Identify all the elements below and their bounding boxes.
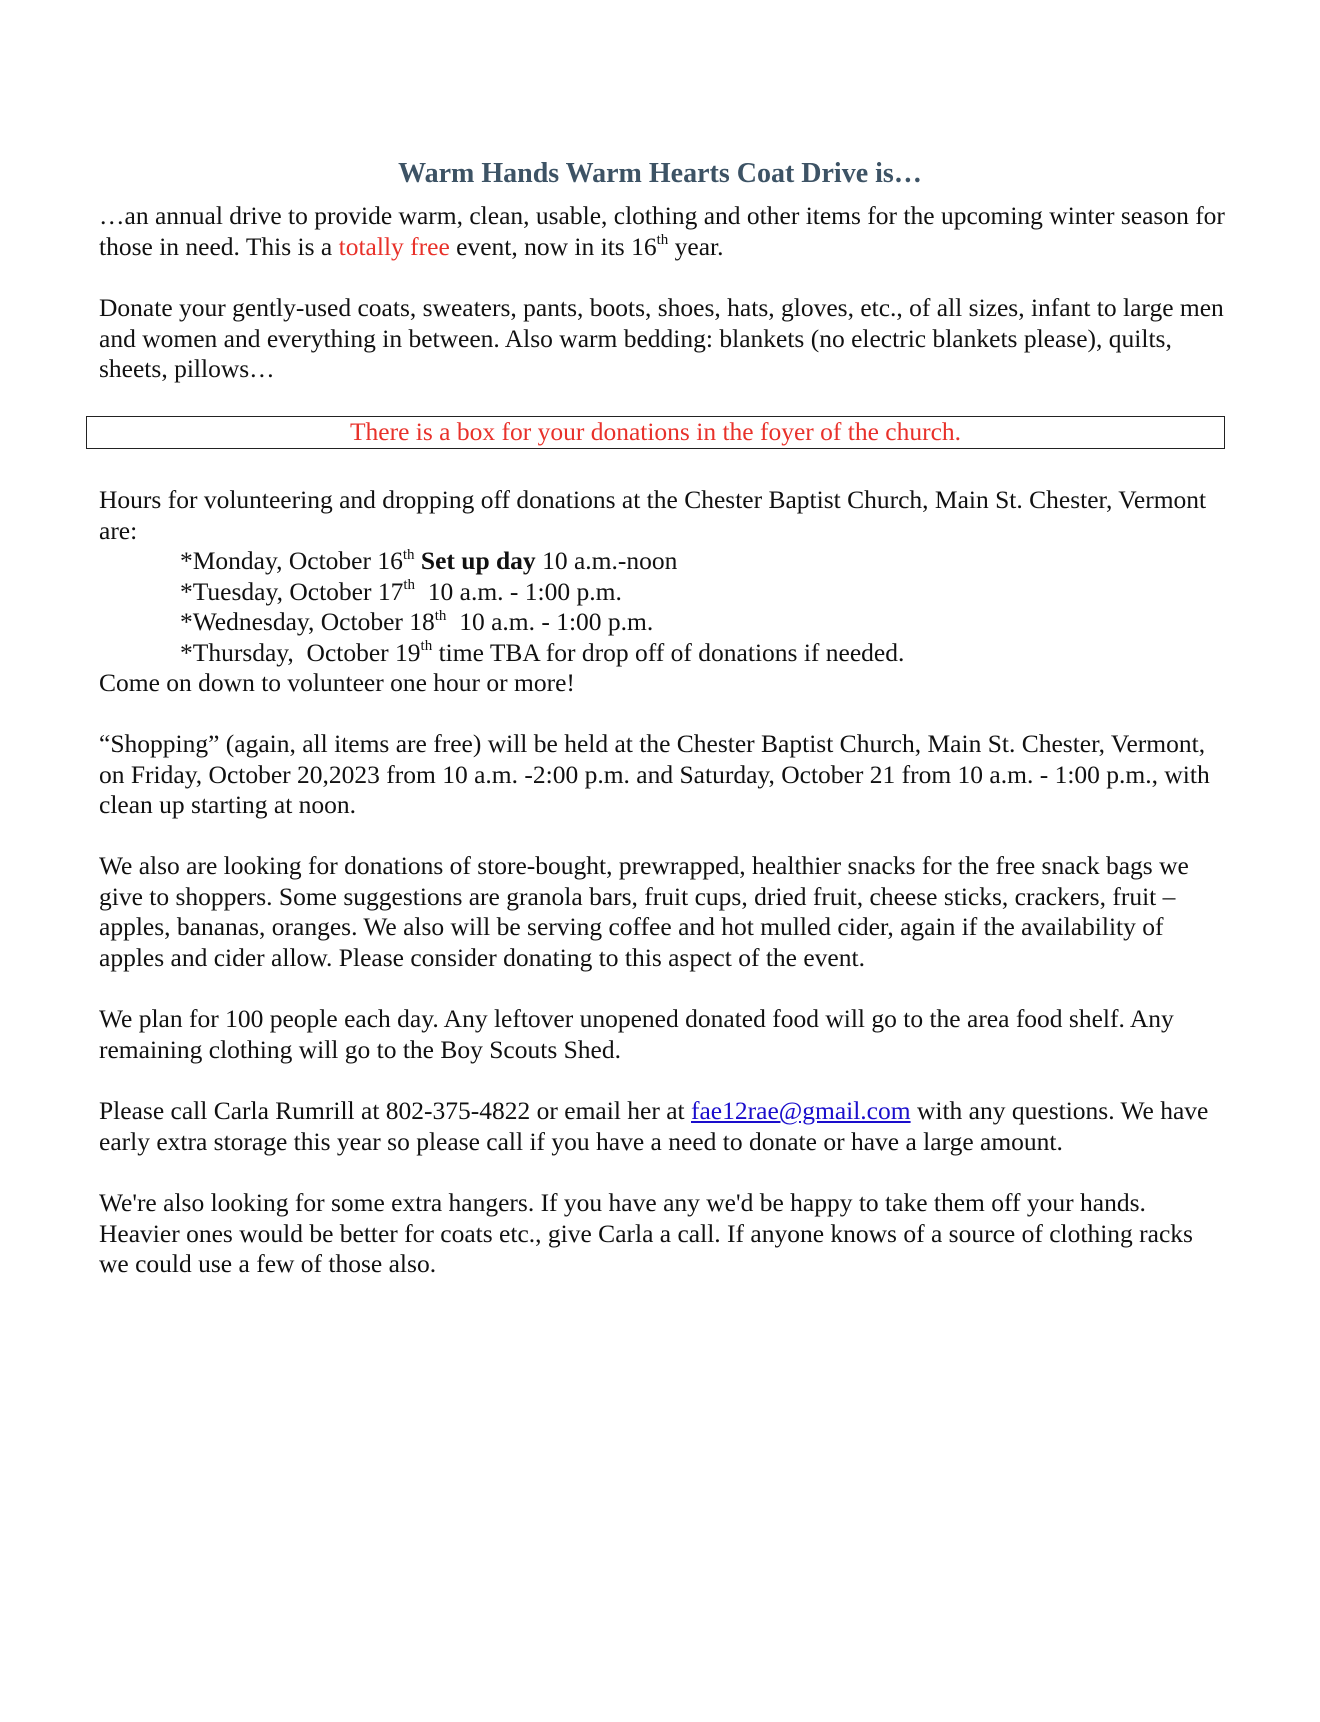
intro-paragraph: [99, 201, 1229, 262]
snacks-paragraph: We also are looking for donations of store-bought, prewrapped, healthier snacks for the free snack bags we give to shoppers. Some suggestions are granola bars, fruit cups, dried fruit, cheese sticks, crackers, fruit – apples, bananas, oranges. We also will be serving coffee and hot mulled cider, again if the availability of apples and cider allow. Please consider donating to this aspect of the event.: [99, 851, 1189, 972]
schedule-item-monday: *Monday, October 16th Set up day 10 a.m.-noon: [180, 546, 678, 575]
donate-paragraph: Donate your gently-used coats, sweaters, pants, boots, shoes, hats, gloves, etc., of all sizes, infant to large men and women and everything in between. Also warm bedding: blankets (no electric blankets please), quilts, sheets, pillows…: [99, 293, 1224, 383]
totally-free-highlight: totally free: [338, 231, 450, 261]
email-link[interactable]: fae12rae@gmail.com: [691, 1096, 911, 1125]
shopping-paragraph: “Shopping” (again, all items are free) will be held at the Chester Baptist Church, Main St. Chester, Vermont, on Friday, October 20,2023 from 10 a.m. -2:00 p.m. and Saturday, October 21 from 10 a.m. - 1:00 p.m., with clean up starting at noon.: [99, 729, 1210, 819]
set-up-day-label: Set up day: [420, 546, 536, 575]
schedule-item-wednesday: *Wednesday, October 18th 10 a.m. - 1:00 p.m.: [180, 607, 654, 636]
ordinal-suffix: th: [656, 232, 669, 248]
contact-text-end: with any questions. We have early extra storage this year so please call if you have a need to donate or have a large amount.: [99, 1096, 1209, 1156]
hours-section: [99, 485, 1229, 699]
donation-box-notice: There is a box for your donations in the foyer of the church.: [86, 416, 1225, 449]
intro-text-end: year.: [668, 231, 724, 261]
plan-paragraph: We plan for 100 people each day. Any leftover unopened donated food will go to the area food shelf. Any remaining clothing will go to the Boy Scouts Shed.: [99, 1004, 1174, 1064]
schedule-item-thursday: *Thursday, October 19th time TBA for drop off of donations if needed.: [180, 637, 905, 667]
page-title: Warm Hands Warm Hearts Coat Drive is…: [398, 158, 922, 189]
volunteer-closing: Come on down to volunteer one hour or more!: [99, 668, 575, 697]
contact-text-start: Please call Carla Rumrill at 802-375-4822 or email her at: [99, 1096, 691, 1125]
hangers-paragraph: We're also looking for some extra hangers. If you have any we'd be happy to take them off your hands. Heavier ones would be better for coats etc., give Carla a call. If anyone knows of a source of clothing racks we could use a few of those also.: [99, 1188, 1193, 1278]
hours-intro: Hours for volunteering and dropping off donations at the Chester Baptist Church, Main St. Chester, Vermont are:: [99, 485, 1207, 545]
intro-text-start: …an annual drive to provide warm, clean, usable, clothing and other items for the upcoming winter season for those in need. This is a: [99, 201, 1225, 261]
schedule-item-tuesday: *Tuesday, October 17th 10 a.m. - 1:00 p.m.: [180, 576, 622, 606]
contact-paragraph: [99, 1096, 1229, 1157]
intro-text-middle: event, now in its 16: [449, 231, 657, 261]
